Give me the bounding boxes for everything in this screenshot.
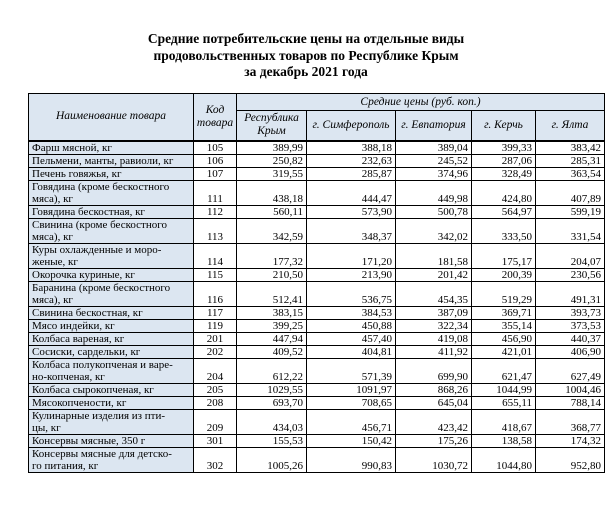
simferopol-value: 150,42: [307, 434, 396, 447]
republic-value: 399,25: [237, 319, 307, 332]
product-name-cell: [29, 306, 194, 319]
product-name-line: Сосиски, сардельки, кг: [32, 345, 141, 358]
republic-value: 560,11: [237, 205, 307, 218]
product-code: 111: [194, 180, 237, 205]
product-name-line: мяса), кг: [32, 192, 73, 205]
yalta-value: 1004,46: [536, 383, 605, 396]
yalta-value: 363,54: [536, 167, 605, 180]
republic-value: 250,82: [237, 154, 307, 167]
evpatoria-value: 181,58: [396, 243, 472, 268]
product-code: 208: [194, 396, 237, 409]
republic-value: 434,03: [237, 409, 307, 434]
table-row: [29, 281, 605, 306]
table-row: [29, 345, 605, 358]
evpatoria-value: 374,96: [396, 167, 472, 180]
product-name-cell: [29, 243, 194, 268]
header-product-name: Наименование товара: [29, 94, 194, 141]
evpatoria-value: 645,04: [396, 396, 472, 409]
product-name-line: Свинина (кроме бескостного: [32, 218, 167, 231]
simferopol-value: 708,65: [307, 396, 396, 409]
table-row: [29, 154, 605, 167]
yalta-value: 407,89: [536, 180, 605, 205]
product-code: 201: [194, 332, 237, 345]
yalta-value: 599,19: [536, 205, 605, 218]
product-name-cell: [29, 180, 194, 205]
evpatoria-value: 322,34: [396, 319, 472, 332]
republic-value: 512,41: [237, 281, 307, 306]
product-name-cell: [29, 154, 194, 167]
header-average-prices: Средние цены (руб. коп.): [237, 94, 605, 111]
table-row: [29, 383, 605, 396]
product-name-cell: [29, 205, 194, 218]
simferopol-value: 450,88: [307, 319, 396, 332]
product-name-line: Окорочка куриные, кг: [32, 268, 135, 281]
evpatoria-value: 245,52: [396, 154, 472, 167]
kerch-value: 369,71: [472, 306, 536, 319]
evpatoria-value: 387,09: [396, 306, 472, 319]
table-body: [29, 141, 605, 473]
kerch-value: 1044,80: [472, 447, 536, 472]
product-name-cell: [29, 396, 194, 409]
yalta-value: 393,73: [536, 306, 605, 319]
evpatoria-value: 449,98: [396, 180, 472, 205]
kerch-value: 399,33: [472, 141, 536, 155]
product-code: 114: [194, 243, 237, 268]
table-row: [29, 218, 605, 243]
yalta-value: 331,54: [536, 218, 605, 243]
document-title: [0, 31, 612, 81]
product-name-line: Консервы мясные, 350 г: [32, 434, 146, 447]
republic-value: 210,50: [237, 268, 307, 281]
republic-value: 612,22: [237, 358, 307, 383]
simferopol-value: 232,63: [307, 154, 396, 167]
table-row: [29, 358, 605, 383]
product-name-cell: [29, 268, 194, 281]
table-row: [29, 205, 605, 218]
product-name-cell: [29, 167, 194, 180]
product-name-cell: [29, 447, 194, 472]
product-code: 302: [194, 447, 237, 472]
product-code: 204: [194, 358, 237, 383]
simferopol-value: 285,87: [307, 167, 396, 180]
simferopol-value: 171,20: [307, 243, 396, 268]
yalta-value: 952,80: [536, 447, 605, 472]
yalta-value: 383,42: [536, 141, 605, 155]
kerch-value: 1044,99: [472, 383, 536, 396]
simferopol-value: 388,18: [307, 141, 396, 155]
kerch-value: 328,49: [472, 167, 536, 180]
kerch-value: 421,01: [472, 345, 536, 358]
table-row: [29, 434, 605, 447]
evpatoria-value: 201,42: [396, 268, 472, 281]
republic-value: 1029,55: [237, 383, 307, 396]
yalta-value: 285,31: [536, 154, 605, 167]
kerch-value: 564,97: [472, 205, 536, 218]
evpatoria-value: 868,26: [396, 383, 472, 396]
product-code: 106: [194, 154, 237, 167]
table-row: [29, 319, 605, 332]
table-row: [29, 332, 605, 345]
product-code: 205: [194, 383, 237, 396]
product-name-cell: [29, 383, 194, 396]
table-row: [29, 180, 605, 205]
product-code: 105: [194, 141, 237, 155]
product-name-cell: [29, 358, 194, 383]
evpatoria-value: 419,08: [396, 332, 472, 345]
header-republic-crimea: Республика Крым: [237, 111, 307, 141]
yalta-value: 174,32: [536, 434, 605, 447]
kerch-value: 200,39: [472, 268, 536, 281]
product-name-line: Говядина бескостная, кг: [32, 205, 145, 218]
product-code: 202: [194, 345, 237, 358]
title-line-3: за декабрь 2021 года: [244, 64, 368, 79]
table-row: [29, 141, 605, 155]
product-name-line: Колбаса вареная, кг: [32, 332, 125, 345]
kerch-value: 355,14: [472, 319, 536, 332]
product-name-cell: [29, 345, 194, 358]
yalta-value: 368,77: [536, 409, 605, 434]
product-name-line: Колбаса сырокопченая, кг: [32, 383, 154, 396]
yalta-value: 440,37: [536, 332, 605, 345]
product-name-cell: [29, 409, 194, 434]
kerch-value: 418,67: [472, 409, 536, 434]
simferopol-value: 384,53: [307, 306, 396, 319]
product-name-line: цы, кг: [32, 421, 61, 434]
evpatoria-value: 411,92: [396, 345, 472, 358]
product-name-line: Пельмени, манты, равиоли, кг: [32, 154, 174, 167]
simferopol-value: 456,71: [307, 409, 396, 434]
product-name-line: Мясокопчености, кг: [32, 396, 127, 409]
product-name-line: Мясо индейки, кг: [32, 319, 115, 332]
product-code: 116: [194, 281, 237, 306]
republic-value: 342,59: [237, 218, 307, 243]
simferopol-value: 404,81: [307, 345, 396, 358]
product-code: 112: [194, 205, 237, 218]
product-code: 119: [194, 319, 237, 332]
product-code: 209: [194, 409, 237, 434]
product-name-cell: [29, 281, 194, 306]
product-name-line: Кулинарные изделия из пти-: [32, 409, 166, 422]
product-name-line: Колбаса полукопченая и варе-: [32, 358, 173, 371]
product-name-cell: [29, 434, 194, 447]
title-line-2: продовольственных товаров по Республике Крым: [153, 47, 459, 63]
republic-value: 693,70: [237, 396, 307, 409]
product-name-cell: [29, 218, 194, 243]
header-kerch: г. Керчь: [472, 111, 536, 141]
table-row: [29, 167, 605, 180]
kerch-value: 456,90: [472, 332, 536, 345]
kerch-value: 333,50: [472, 218, 536, 243]
republic-value: 383,15: [237, 306, 307, 319]
yalta-value: 627,49: [536, 358, 605, 383]
kerch-value: 138,58: [472, 434, 536, 447]
header-product-code: Код товара: [194, 94, 237, 141]
header-evpatoria: г. Евпатория: [396, 111, 472, 141]
kerch-value: 655,11: [472, 396, 536, 409]
product-name-line: мяса), кг: [32, 293, 73, 306]
table-row: [29, 268, 605, 281]
product-name-line: го питания, кг: [32, 459, 99, 472]
header-yalta: г. Ялта: [536, 111, 605, 141]
republic-value: 389,99: [237, 141, 307, 155]
product-name-line: Куры охлажденные и моро-: [32, 243, 162, 256]
product-name-cell: [29, 319, 194, 332]
product-name-line: Фарш мясной, кг: [32, 141, 112, 154]
product-name-cell: [29, 141, 194, 155]
table-row: [29, 306, 605, 319]
product-code: 301: [194, 434, 237, 447]
republic-value: 155,53: [237, 434, 307, 447]
evpatoria-value: 699,90: [396, 358, 472, 383]
simferopol-value: 990,83: [307, 447, 396, 472]
republic-value: 409,52: [237, 345, 307, 358]
kerch-value: 621,47: [472, 358, 536, 383]
yalta-value: 204,07: [536, 243, 605, 268]
republic-value: 1005,26: [237, 447, 307, 472]
product-name-line: Говядина (кроме бескостного: [32, 180, 170, 193]
header-simferopol: г. Симферополь: [307, 111, 396, 141]
prices-table: [28, 93, 605, 473]
table-row: [29, 396, 605, 409]
republic-value: 438,18: [237, 180, 307, 205]
evpatoria-value: 389,04: [396, 141, 472, 155]
evpatoria-value: 423,42: [396, 409, 472, 434]
evpatoria-value: 1030,72: [396, 447, 472, 472]
simferopol-value: 444,47: [307, 180, 396, 205]
simferopol-value: 457,40: [307, 332, 396, 345]
product-name-line: Печень говяжья, кг: [32, 167, 122, 180]
product-name-line: Баранина (кроме бескостного: [32, 281, 171, 294]
product-code: 115: [194, 268, 237, 281]
simferopol-value: 536,75: [307, 281, 396, 306]
product-code: 107: [194, 167, 237, 180]
table-row: [29, 409, 605, 434]
evpatoria-value: 454,35: [396, 281, 472, 306]
kerch-value: 424,80: [472, 180, 536, 205]
product-code: 113: [194, 218, 237, 243]
republic-value: 447,94: [237, 332, 307, 345]
product-name-line: Консервы мясные для детско-: [32, 447, 172, 460]
yalta-value: 491,31: [536, 281, 605, 306]
simferopol-value: 348,37: [307, 218, 396, 243]
simferopol-value: 573,90: [307, 205, 396, 218]
table-row: [29, 447, 605, 472]
republic-value: 177,32: [237, 243, 307, 268]
simferopol-value: 213,90: [307, 268, 396, 281]
kerch-value: 519,29: [472, 281, 536, 306]
evpatoria-value: 342,02: [396, 218, 472, 243]
yalta-value: 788,14: [536, 396, 605, 409]
title-line-1: Средние потребительские цены на отдельные виды: [147, 31, 465, 46]
simferopol-value: 571,39: [307, 358, 396, 383]
product-name-cell: [29, 332, 194, 345]
product-name-line: женые, кг: [32, 255, 78, 268]
yalta-value: 406,90: [536, 345, 605, 358]
kerch-value: 287,06: [472, 154, 536, 167]
product-name-line: но-копченая, кг: [32, 370, 105, 383]
evpatoria-value: 500,78: [396, 205, 472, 218]
simferopol-value: 1091,97: [307, 383, 396, 396]
yalta-value: 373,53: [536, 319, 605, 332]
product-code: 117: [194, 306, 237, 319]
kerch-value: 175,17: [472, 243, 536, 268]
yalta-value: 230,56: [536, 268, 605, 281]
evpatoria-value: 175,26: [396, 434, 472, 447]
republic-value: 319,55: [237, 167, 307, 180]
table-row: [29, 243, 605, 268]
product-name-line: Свинина бескостная, кг: [32, 306, 143, 319]
product-name-line: мяса), кг: [32, 230, 73, 243]
